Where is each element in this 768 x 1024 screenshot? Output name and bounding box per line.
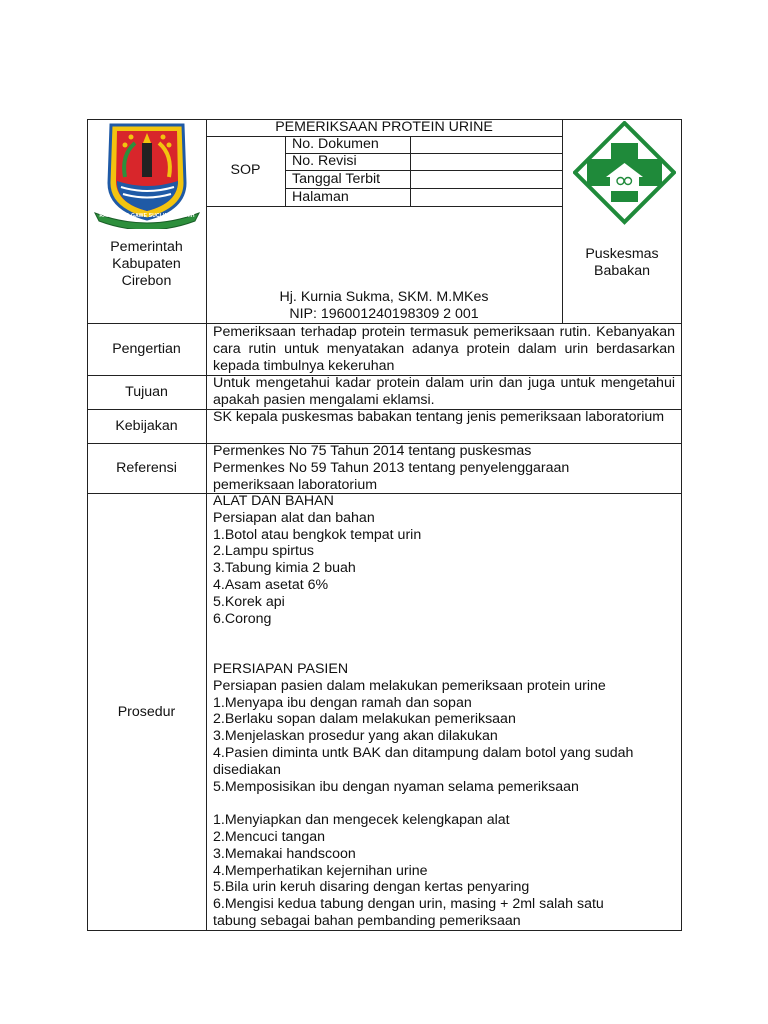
page-title: PEMERIKSAAN PROTEIN URINE (275, 119, 493, 135)
sop-document (87, 119, 682, 931)
prosedur-line: 2.Mencuci tangan (213, 828, 325, 845)
prosedur-blank (213, 795, 675, 812)
prosedur-line: 4.Asam asetat 6% (213, 576, 329, 593)
text-tujuan: Untuk mengetahui kadar protein dalam urin dan juga untuk mengetahui apakah pasien mengalami eklamsi. (213, 375, 675, 408)
label-kebijakan: Kebijakan (115, 418, 178, 434)
logo-motto: RAMPE ING GAWE SUCI ING PAMRIH (99, 213, 195, 219)
puskesmas-logo (573, 121, 676, 245)
prosedur-list (213, 493, 675, 930)
prosedur-line: 4.Memperhatikan kejernihan urine (213, 862, 428, 879)
left-org-line-3: Cirebon (121, 273, 172, 289)
sop-label: SOP (230, 162, 261, 178)
right-org-line-1: Puskesmas (585, 246, 659, 262)
field-tanggal-terbit: Tanggal Terbit (292, 171, 381, 187)
prosedur-line: 1.Botol atau bengkok tempat urin (213, 526, 422, 543)
prosedur-line: 1.Menyapa ibu dengan ramah dan sopan (213, 694, 472, 711)
prosedur-line: 4.Pasien diminta untk BAK dan ditampung dalam botol yang sudah (213, 744, 634, 761)
prosedur-line: tabung sebagai bahan pembanding pemeriksaan (213, 912, 521, 929)
prosedur-line: PERSIAPAN PASIEN (213, 660, 349, 677)
prosedur-line: 5.Memposisikan ibu dengan nyaman selama pemeriksaan (213, 778, 579, 795)
referensi-line-1: Permenkes No 75 Tahun 2014 tentang puskesmas (213, 443, 532, 459)
left-org-line-1: Pemerintah (110, 239, 183, 255)
label-referensi: Referensi (116, 460, 177, 476)
text-pengertian: Pemeriksaan terhadap protein termasuk pemeriksaan rutin. Kebanyakan cara rutin untuk menyatakan adanya protein dalam urin berdasarkan kepada timbulnya kekeruhan (213, 324, 675, 374)
cirebon-regency-logo (91, 121, 203, 229)
prosedur-line: 6.Mengisi kedua tabung dengan urin, masing + 2ml salah satu (213, 896, 604, 913)
label-prosedur: Prosedur (117, 704, 176, 720)
field-row-line (206, 206, 562, 207)
field-halaman: Halaman (292, 189, 349, 205)
signer-nip: NIP: 196001240198309 2 001 (289, 306, 479, 322)
referensi-line-3: pemeriksaan laboratorium (213, 477, 378, 493)
prosedur-line: 2.Lampu spirtus (213, 543, 314, 560)
referensi-line-2: Permenkes No 59 Tahun 2013 tentang penyelenggaraan (213, 460, 570, 476)
field-no-revisi: No. Revisi (292, 153, 357, 169)
prosedur-line: 5.Korek api (213, 593, 285, 610)
prosedur-line: ALAT DAN BAHAN (213, 493, 334, 509)
prosedur-line: 5.Bila urin keruh disaring dengan kertas penyaring (213, 879, 530, 896)
field-value-divider (410, 136, 411, 206)
sop-divider (285, 136, 286, 206)
prosedur-line: 3.Menjelaskan prosedur yang akan dilakukan (213, 728, 498, 745)
prosedur-line: Persiapan pasien dalam melakukan pemeriksaan protein urine (213, 677, 606, 694)
text-kebijakan: SK kepala puskesmas babakan tentang jenis pemeriksaan laboratorium (213, 409, 665, 425)
right-logo-divider (562, 119, 563, 323)
prosedur-line: Persiapan alat dan bahan (213, 509, 375, 526)
prosedur-line: 6.Corong (213, 610, 272, 627)
prosedur-blank (213, 627, 675, 644)
prosedur-line: 3.Memakai handscoon (213, 845, 356, 862)
signer-name: Hj. Kurnia Sukma, SKM. M.MKes (279, 289, 489, 305)
prosedur-line: 2.Berlaku sopan dalam melakukan pemeriksaan (213, 711, 516, 728)
right-org-line-2: Babakan (593, 263, 650, 279)
prosedur-line: 1.Menyiapkan dan mengecek kelengkapan alat (213, 812, 510, 829)
label-pengertian: Pengertian (112, 341, 181, 357)
label-tujuan: Tujuan (125, 384, 168, 400)
prosedur-line: 3.Tabung kimia 2 buah (213, 560, 356, 577)
title-underline (206, 136, 562, 137)
prosedur-line: disediakan (213, 761, 281, 778)
left-org-line-2: Kabupaten (112, 256, 181, 272)
field-no-dokumen: No. Dokumen (292, 136, 379, 152)
label-column-divider (206, 119, 207, 931)
prosedur-blank (213, 644, 675, 661)
